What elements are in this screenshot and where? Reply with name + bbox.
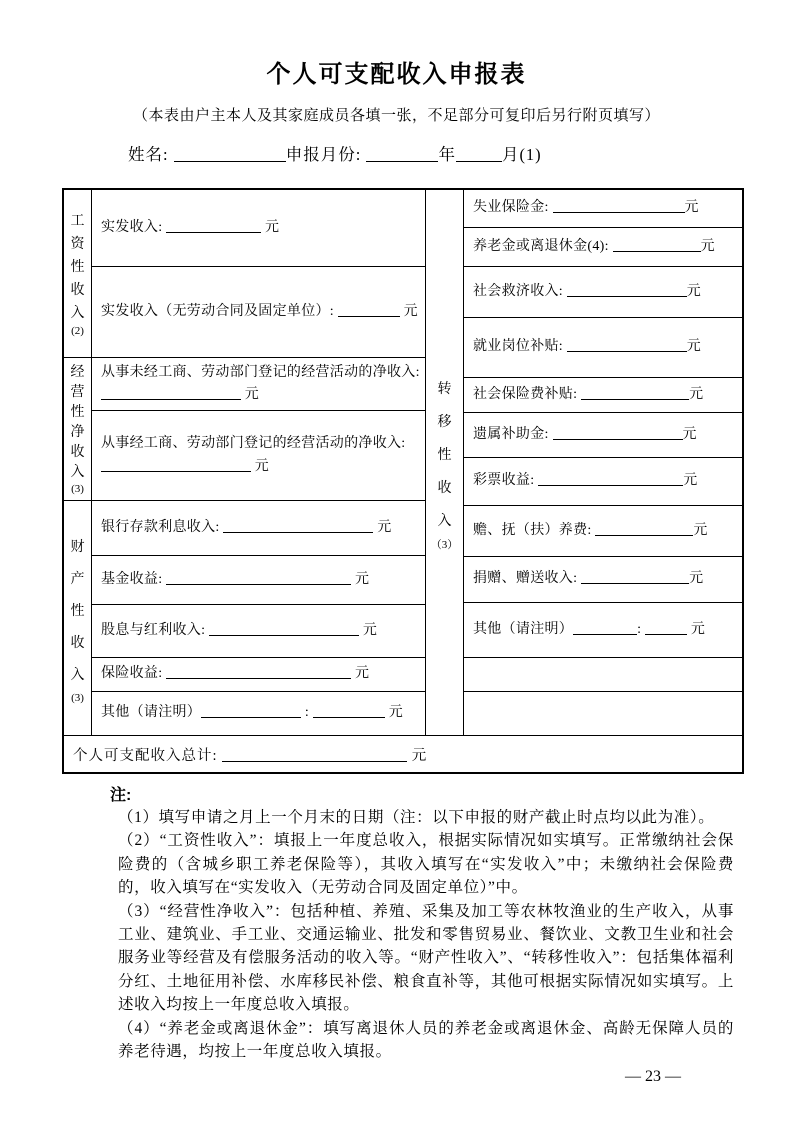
field-label: 实发收入: [101,219,167,235]
transfer-income-category-cell [426,190,464,735]
category-char: 性 [437,447,452,463]
field-content [473,384,737,406]
income-field-row [464,190,742,228]
form-title: 个人可支配收入申报表 [266,61,527,88]
category-char: 性 [70,603,85,619]
field-label: 元 [686,283,702,299]
field-label: : [301,705,313,721]
field-content [473,281,737,303]
field-content [101,217,420,239]
field-content [73,744,427,765]
field-content [101,433,420,478]
field-label: 元 [684,200,699,216]
category-char: 资 [70,236,85,252]
field-label: 元 [407,747,428,764]
page-number: — 23 — [625,1068,681,1085]
field-content [101,362,420,407]
field-label: 股息与红利收入: [101,622,210,638]
income-declaration-table [62,188,744,774]
field-label: : [637,621,646,637]
year-blank-line [366,149,438,162]
fill-in-blank-line [338,304,400,317]
field-content [101,702,420,724]
income-field-row [92,692,425,735]
field-label: 元 [359,622,378,638]
note-item: （3）“经营性净收入”：包括种植、养殖、采集及加工等农林牧渔业的生产收入，从事工业、建筑业、手工业、交通运输业、批发和零售贸易业、餐饮业、文教卫生业和社会服务业等经营及有偿服务活动的收入等。“财产性收入”、“转移性收入”：包括集体福利分红、土地征用补偿、水库移民补偿、粮食直补等，其他可根据实际情况如实填写。上述收入均按上一年度总收入填报。 [118,902,734,1014]
transfer-income-label [431,373,459,553]
field-content [101,569,420,591]
income-field-row [464,413,742,458]
field-label: 元 [399,303,418,319]
income-field-row [92,411,425,501]
field-content [101,301,420,323]
income-field-row [92,267,425,358]
category-char: 净 [70,424,85,440]
field-content [101,620,420,642]
income-field-row [464,228,742,267]
fill-in-blank-line [166,572,351,585]
note-item: （1）填写申请之月上一个月末的日期（注：以下申报的财产截止时点均以此为准）。 [118,809,715,826]
field-content [473,336,737,358]
fill-in-blank-line [645,622,687,635]
category-char: 性 [70,259,85,275]
category-footnote-ref: （3） [430,538,459,551]
category-char: 工 [70,213,85,229]
field-content [473,197,737,219]
field-label: 社会保险费补贴: [473,386,582,402]
income-field-row [92,358,425,411]
income-field-row [464,378,742,413]
income-field-row [464,557,742,603]
year-label: 年 [438,145,456,164]
income-field-row [92,605,425,658]
name-blank-line [174,149,286,162]
income-field-row [92,501,425,556]
left-fields-column [92,190,426,735]
fill-in-blank-line [595,523,693,536]
field-label: 就业岗位补贴: [473,339,567,355]
empty-row [464,658,742,692]
fill-in-blank-line [101,387,241,400]
field-content [473,568,737,590]
month-blank-line [456,149,502,162]
declare-month-label: 申报月份: [285,145,362,164]
left-category-column [64,190,92,735]
category-footnote-ref: (3) [71,482,84,495]
field-label: 社会救济收入: [473,283,567,299]
empty-row [464,692,742,735]
field-label: 元 [700,238,715,254]
fill-in-blank-line [313,705,385,718]
fill-in-blank-line [222,749,407,762]
note-item: （2）“工资性收入”：填报上一年度总收入，根据实际情况如实填写。正常缴纳社会保险费的（含城乡职工养老保险等），其收入填写在“实发收入”中；未缴纳社会保险费的，收入填写在“实发收入（无劳动合同及固定单位）”中。 [118,832,734,897]
field-label: 银行存款利息收入: [101,519,224,535]
fill-in-blank-line [223,520,373,533]
fill-in-blank-line [567,284,687,297]
income-field-row [92,190,425,267]
category-label-1 [64,190,91,358]
category-label-3 [64,501,91,735]
field-label: 元 [241,387,260,402]
field-content [101,517,420,539]
field-content [473,236,737,258]
field-label: 其他（请注明） [473,621,574,637]
category-char: 财 [70,539,85,555]
field-label: 遗属补助金: [473,426,553,442]
fill-in-blank-line [567,339,687,352]
field-label: 元 [384,705,404,721]
field-label: 元 [689,386,704,402]
note-item: （4）“养老金或离退休金”：填写离退休人员的养老金或离退休金、高龄无保障人员的养老待遇，均按上一年度总收入填报。 [118,1019,734,1061]
fill-in-blank-line [581,387,689,400]
category-char: 移 [437,414,452,430]
income-field-row [92,658,425,692]
category-char: 入 [70,464,85,480]
category-label-2 [64,358,91,501]
category-char: 入 [70,305,85,321]
income-field-row [464,603,742,658]
field-label: 元 [351,666,370,682]
fill-in-blank-line [573,622,637,635]
field-label: 捐赠、赠送收入: [473,571,582,587]
category-char: 经 [70,364,85,380]
category-char: 产 [70,571,85,587]
field-content [473,520,737,542]
field-label: 元 [261,219,280,235]
form-subtitle: （本表由户主本人及其家庭成员各填一张，不足部分可复印后另行附页填写） [132,108,660,124]
category-footnote-ref: (2) [71,324,84,337]
field-label: 元 [687,621,706,637]
field-label: 失业保险金: [473,200,553,216]
fill-in-blank-line [613,239,701,252]
category-char: 收 [70,282,85,298]
name-and-month-row [128,141,542,165]
fill-in-blank-line [201,705,301,718]
income-field-row [464,458,742,506]
field-label: 元 [373,519,392,535]
table-main-area [64,190,742,735]
field-label: 元 [682,426,697,442]
month-suffix: 月(1) [501,145,542,164]
notes-heading: 注: [110,787,132,804]
total-income-row [64,735,742,772]
field-label: 基金收益: [101,571,167,587]
field-label: 实发收入（无劳动合同及固定单位）: [101,303,338,319]
fill-in-blank-line [538,473,683,486]
category-char: 收 [70,635,85,651]
fill-in-blank-line [101,459,251,472]
field-label: 从事未经工商、劳动部门登记的经营活动的净收入: [101,364,420,380]
field-label: 元 [689,571,704,587]
field-label: 元 [683,473,698,489]
field-label: 其他（请注明） [101,705,202,721]
name-label: 姓名: [128,145,169,164]
category-char: 性 [70,404,85,420]
category-char: 入 [70,667,85,683]
field-label: 彩票收益: [473,473,539,489]
category-footnote-ref: (3) [71,691,84,704]
field-content [473,619,737,641]
field-label: 元 [351,571,370,587]
notes-block [118,806,734,1063]
field-label: 元 [251,458,270,474]
field-label: 保险收益: [101,666,167,682]
field-label: 个人可支配收入总计: [73,747,223,764]
income-field-row [464,267,742,318]
category-char: 转 [437,381,452,397]
income-field-row [92,556,425,605]
right-fields-column [464,190,742,735]
fill-in-blank-line [581,571,689,584]
field-content [473,424,737,446]
fill-in-blank-line [166,666,351,679]
fill-in-blank-line [209,623,359,636]
category-char: 收 [437,480,452,496]
field-label: 元 [686,339,702,355]
fill-in-blank-line [553,427,683,440]
category-char: 入 [437,513,452,529]
field-label: 养老金或离退休金(4): [473,238,613,254]
fill-in-blank-line [553,200,685,213]
field-label: 元 [693,522,708,538]
income-field-row [464,506,742,557]
field-label: 从事经工商、劳动部门登记的经营活动的净收入: [101,436,406,452]
field-content [101,663,420,685]
income-field-row [464,318,742,378]
field-label: 赡、抚（扶）养费: [473,522,596,538]
category-char: 收 [70,444,85,460]
fill-in-blank-line [166,220,261,233]
category-char: 营 [70,384,85,400]
field-content [473,470,737,492]
